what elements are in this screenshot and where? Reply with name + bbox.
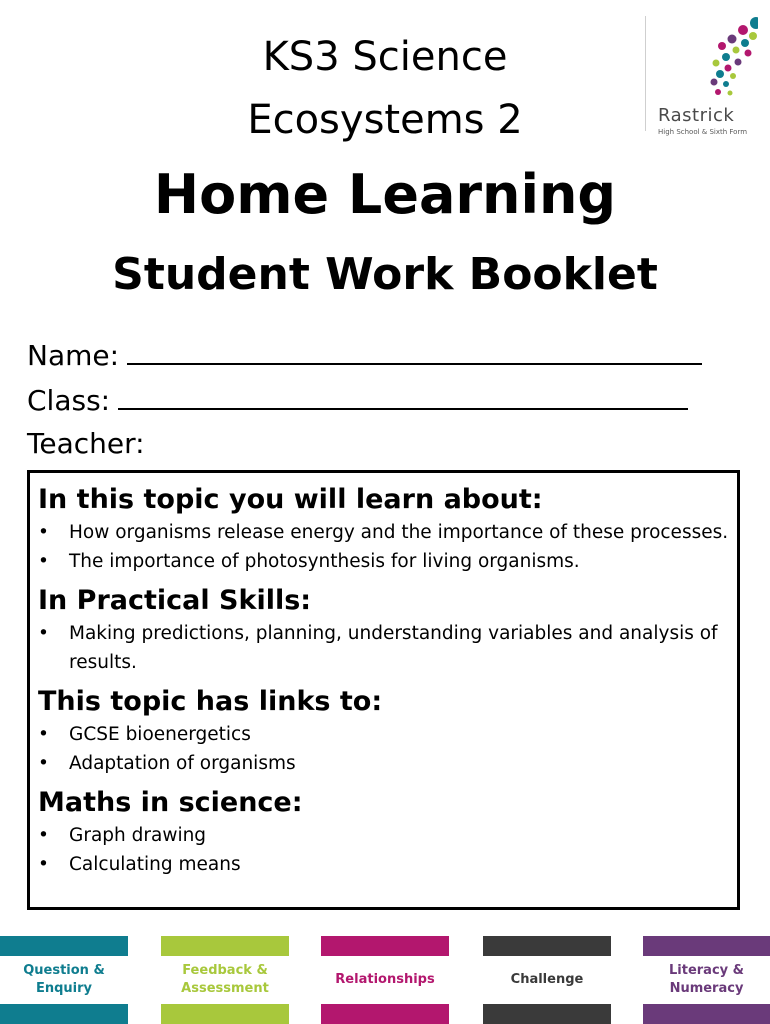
- tile-band-bottom: [483, 1004, 611, 1024]
- name-label: Name:: [27, 339, 120, 372]
- name-field[interactable]: [27, 335, 702, 376]
- learn-heading: In this topic you will learn about:: [38, 484, 543, 515]
- tile-band-bottom: [0, 1004, 128, 1024]
- class-line[interactable]: [118, 380, 688, 410]
- tile-band-bottom: [643, 1004, 770, 1024]
- tile-label: Challenge: [510, 972, 584, 987]
- logo-school-name: Rastrick: [658, 105, 735, 126]
- subject-line-2: Ecosystems 2: [247, 97, 523, 143]
- tile-band-top: [161, 936, 289, 956]
- tile-challenge: [483, 936, 611, 1024]
- logo-dots-icon: [658, 16, 758, 104]
- maths-list: [38, 822, 729, 879]
- tile-band-top: [483, 936, 611, 956]
- values-footer: [0, 936, 770, 1024]
- tile-band-bottom: [321, 1004, 449, 1024]
- links-heading: This topic has links to:: [38, 686, 383, 717]
- school-logo: [645, 16, 766, 136]
- tile-relationships: [321, 936, 449, 1024]
- tile-label: Feedback & Assessment: [181, 963, 269, 996]
- name-line[interactable]: [127, 335, 702, 365]
- tile-label: Question & Enquiry: [23, 963, 105, 996]
- tile-label: Literacy & Numeracy: [669, 963, 744, 996]
- list-item: • Graph drawing: [38, 822, 729, 851]
- topic-overview-box: [27, 470, 740, 910]
- tile-band-bottom: [161, 1004, 289, 1024]
- list-item: • Adaptation of organisms: [38, 750, 729, 779]
- list-item: • Calculating means: [38, 851, 729, 880]
- practical-list: [38, 620, 729, 677]
- list-item: • GCSE bioenergetics: [38, 721, 729, 750]
- teacher-field[interactable]: [27, 424, 145, 464]
- learn-list: [38, 519, 729, 576]
- subject-line-1: KS3 Science: [262, 34, 508, 80]
- list-item: • How organisms release energy and the importance of these processes.: [38, 519, 729, 548]
- tile-literacy-numeracy: [643, 936, 770, 1024]
- tile-question-enquiry: [0, 936, 128, 1024]
- practical-heading: In Practical Skills:: [38, 585, 312, 616]
- logo-tagline: High School & Sixth Form: [658, 128, 748, 136]
- maths-heading: Maths in science:: [38, 787, 303, 818]
- booklet-subtitle: Student Work Booklet: [112, 249, 658, 300]
- links-list: [38, 721, 729, 778]
- tile-band-top: [643, 936, 770, 956]
- booklet-title: Home Learning: [153, 163, 617, 226]
- class-label: Class:: [27, 384, 111, 417]
- tile-band-top: [0, 936, 128, 956]
- tile-feedback-assessment: [161, 936, 289, 1024]
- class-field[interactable]: [27, 380, 688, 421]
- list-item: • Making predictions, planning, understanding variables and analysis of results.: [38, 620, 729, 677]
- teacher-label: Teacher:: [27, 427, 145, 460]
- tile-band-top: [321, 936, 449, 956]
- list-item: • The importance of photosynthesis for living organisms.: [38, 548, 729, 577]
- tile-label: Relationships: [335, 972, 435, 987]
